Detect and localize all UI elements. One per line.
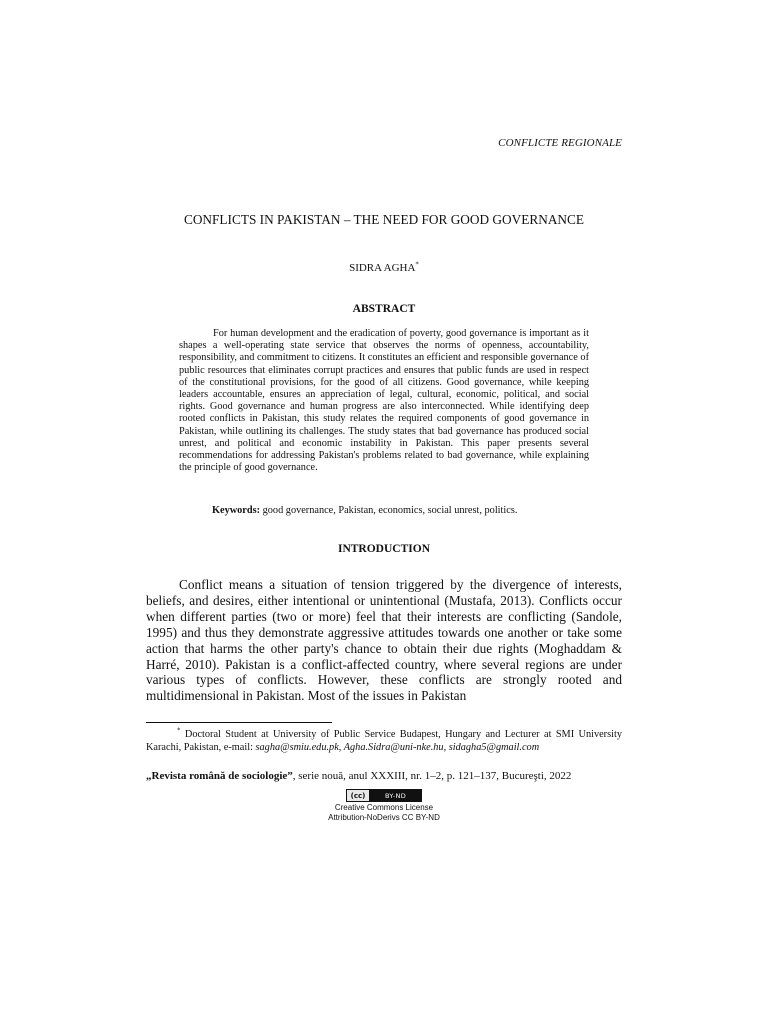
author-line	[0, 262, 768, 274]
footnote-text: Doctoral Student at University of Public Service Budapest, Hungary and Lecturer at SMI University Karachi, Pakistan, e-mail:	[146, 729, 622, 753]
author-footnote-mark[interactable]: *	[415, 260, 419, 269]
cc-badge-label: BY-ND	[384, 791, 407, 800]
keywords-text: good governance, Pakistan, economics, social unrest, politics.	[260, 505, 518, 516]
keywords-line	[212, 505, 632, 516]
license-name: Creative Commons License	[334, 803, 434, 812]
journal-citation	[146, 770, 622, 782]
abstract-text: For human development and the eradication of poverty, good governance is important as it shapes a well-operating state service that observes the norms of openness, accountability, responsibility, and commitment to citizens. It constitutes an efficient and responsible governance of public resources that eliminates corrupt practices and ensures that public funds are used in respect of the constitutional provisions, for the good of all citizens. Good governance, while keeping leaders accountable, ensures an appreciation of legal, cultural, economic, political, and social rights. Good governance and human progress are also interconnected. While identifying deep rooted conflicts in Pakistan, this study relates the required components of good governance in Pakistan, while outlining its challenges. The study states that bad governance has produced social unrest, and political and economic instability in Pakistan. This paper presents several recommendations for addressing Pakistan's problems related to bad governance, while explaining the principle of good governance.	[179, 328, 589, 474]
footnote-emails[interactable]: sagha@smiu.edu.pk, Agha.Sidra@uni-nke.hu, sidagha5@gmail.com	[255, 742, 540, 753]
journal-details: , serie nouă, anul XXXIII, nr. 1–2, p. 121–137, Bucureşti, 2022	[292, 770, 572, 782]
paper-title: CONFLICTS IN PAKISTAN – THE NEED FOR GOOD GOVERNANCE	[183, 212, 585, 227]
cc-logo-icon: (cc)	[347, 790, 370, 801]
running-head: CONFLICTE REGIONALE	[498, 137, 622, 149]
license-type: Attribution-NoDerivs CC BY-ND	[328, 813, 440, 822]
keywords-label: Keywords:	[212, 505, 261, 516]
author-footnote	[146, 728, 622, 754]
introduction-heading: INTRODUCTION	[337, 543, 430, 555]
author-name: SIDRA AGHA	[349, 262, 416, 274]
cc-license-badge[interactable]	[346, 789, 422, 802]
journal-name: „Revista română de sociologie”	[146, 770, 293, 782]
introduction-text: Conflict means a situation of tension triggered by the divergence of interests, beliefs, and desires, either intentional or unintentional (Mustafa, 2013). Conflicts occur when different parties (two or more) feel that their interests are conflicting (Sandole, 1995) and thus they demonstrate aggressive attitudes towards one another or take some action that harms the other party's chance to obtain their due rights (Moghaddam & Harré, 2010). Pakistan is a conflict-affected country, where several regions are under various types of conflicts. However, these conflicts are strongly rooted and multidimensional in Pakistan. Most of the issues in Pakistan	[146, 577, 622, 704]
footnote-divider	[146, 722, 332, 723]
abstract-heading: ABSTRACT	[352, 303, 416, 315]
footnote-mark: *	[177, 726, 181, 735]
